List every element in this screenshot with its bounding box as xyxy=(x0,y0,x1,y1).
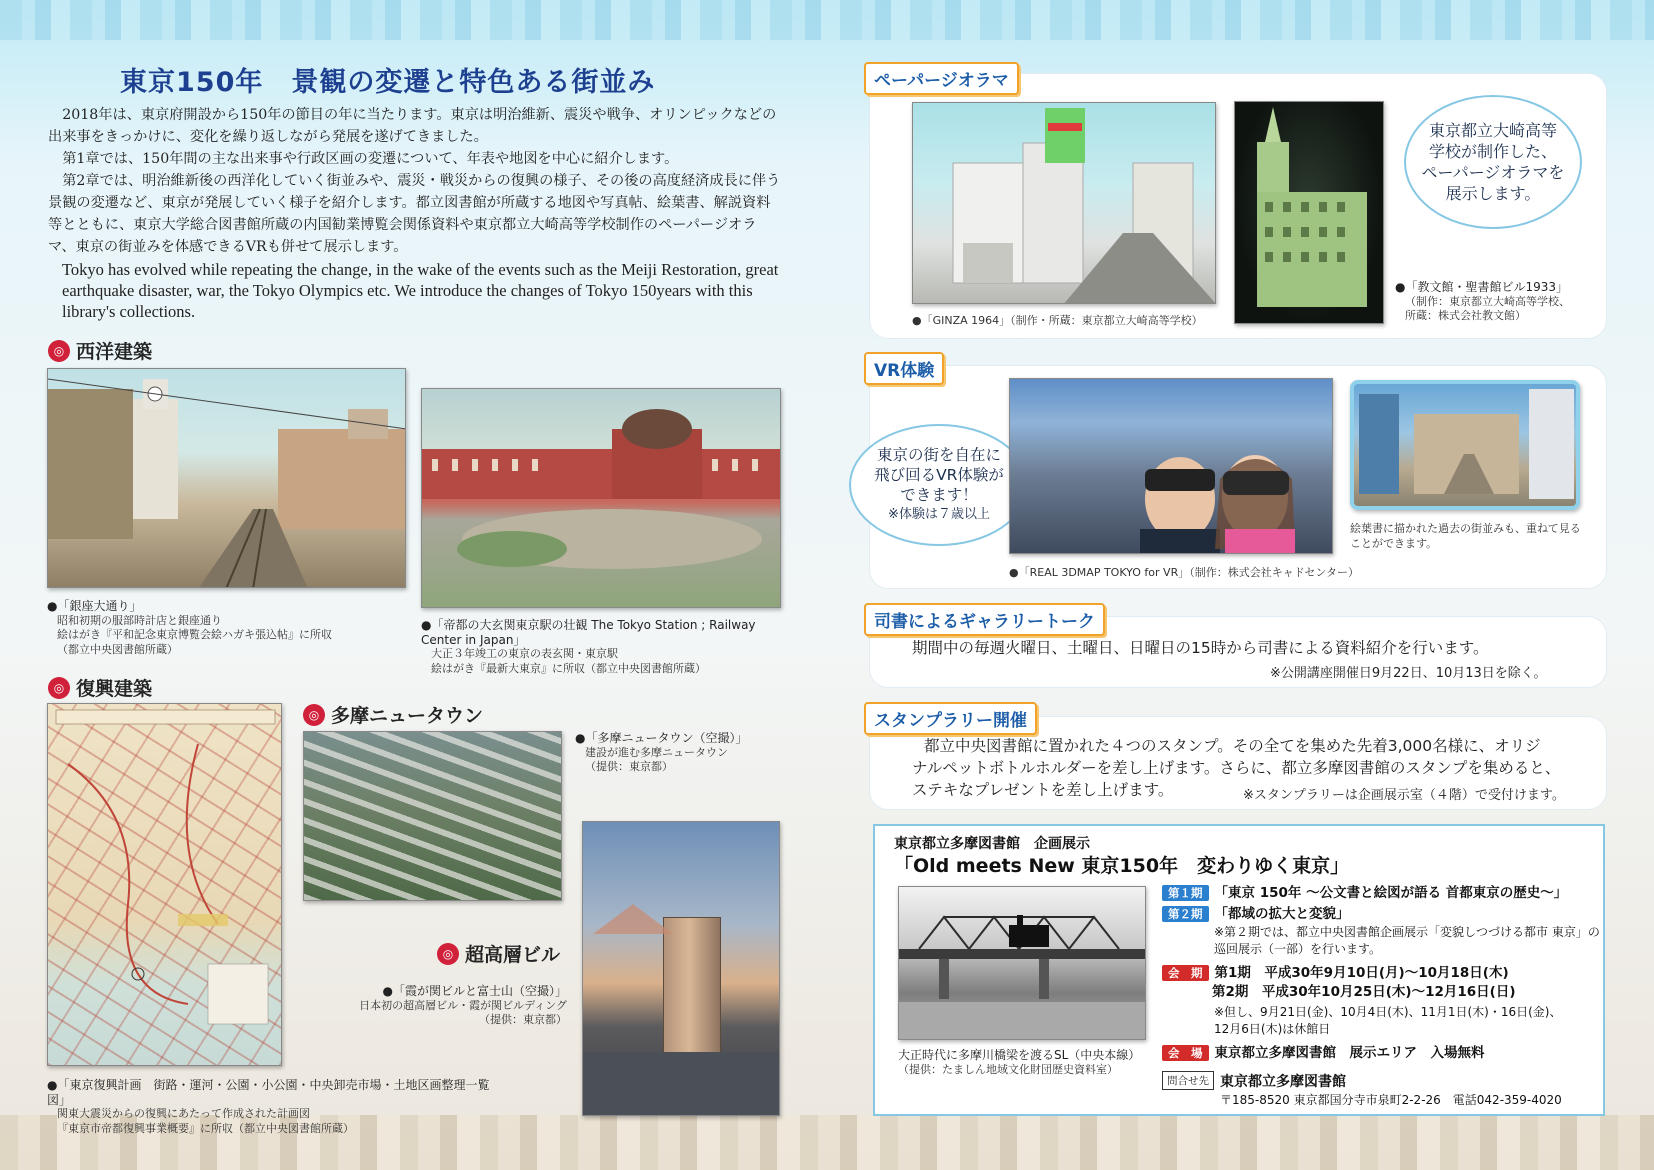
inquiry-name: 東京都立多摩図書館 xyxy=(1220,1074,1346,1090)
photo-sl-tamagawa-bridge xyxy=(898,886,1146,1040)
section-mark-icon: ◎ xyxy=(48,677,70,699)
event-organizer: 東京都立多摩図書館 企画展示 xyxy=(894,836,1090,852)
intro-text-en: Tokyo has evolved while repeating the change, in the wake of the events such as the Meiji Restoration, great earthquake disaster, war, the Tokyo Olympics etc. We introduce the changes of Tokyo 150years with this library's collections. xyxy=(62,260,779,321)
photo-ginza-1964-diorama xyxy=(912,102,1216,304)
speech-bubble-diorama: 東京都立大崎高等 学校が制作した、 ペーパージオラマを 展示します。 xyxy=(1404,95,1582,229)
vr-overlay-illustration xyxy=(1354,384,1576,506)
event-venue: 会 場 東京都立多摩図書館 展示エリア 入場無料 xyxy=(1162,1044,1602,1063)
photo-ginza-street xyxy=(47,368,406,588)
diorama-illustration xyxy=(913,103,1216,304)
vr-users-illustration xyxy=(1010,379,1333,554)
caption-sl: 大正時代に多摩川橋梁を渡るSL（中央本線） （提供：たましん地域文化財団歴史資料室） xyxy=(898,1048,1141,1076)
period1-theme: 第１期 「東京 150年 ～公文書と絵図が語る 首都東京の歴史～」 xyxy=(1162,884,1602,903)
sl-bridge-illustration xyxy=(899,887,1146,1040)
badge-period2: 第２期 xyxy=(1162,906,1209,922)
page-title: 東京150年 景観の変遷と特色ある街並み xyxy=(120,67,656,98)
intro-text-ja xyxy=(48,104,783,258)
photo-kasumigaseki-building xyxy=(582,821,780,1116)
caption-ginza-1964: ●「GINZA 1964」（制作・所蔵：東京都立大崎高等学校） xyxy=(912,314,1203,327)
photo-tokyo-station xyxy=(421,388,781,608)
intro-paragraph: 第2章では、明治維新後の西洋化していく街並みや、震災・戦災からの復興の様子、その後の高度経済成長に伴う景観の変遷など、東京が発展していく様子を紹介します。都立図書館が所蔵する地図や写真帖、絵葉書、解説資料等とともに、東京大学総合図書館所蔵の内国勧業博覧会関係資料や東京都立大崎高等学校制作のペーパージオラマ、東京の街並みを体感できるVRも併せて展示します。 xyxy=(48,173,781,255)
ginza-street-illustration xyxy=(48,369,406,588)
tag-gallery-talk: 司書によるギャラリートーク xyxy=(864,603,1105,636)
caption-revival-map: ●「東京復興計画 街路・運河・公園・小公園・中央卸売市場・土地区画整理一覧図」 関東大震災からの復興にあたって作成された計画図 『東京市帝都復興事業概要』に所収（都立中央図書館所蔵） xyxy=(47,1078,490,1135)
section-heading-tama xyxy=(303,701,483,728)
photo-tama-new-town xyxy=(303,731,562,901)
caption-tama: ●「多摩ニュータウン（空撮）」 建設が進む多摩ニュータウン （提供：東京都） xyxy=(575,731,748,773)
tag-vr: VR体験 xyxy=(864,352,944,385)
gallery-talk-body: 期間中の毎週火曜日、土曜日、日曜日の15時から司書による資料紹介を行います。 xyxy=(912,639,1489,657)
caption-ginza: ●「銀座大通り」 昭和初期の服部時計店と銀座通り 絵はがき『平和記念東京博覧会絵ハガキ張込帖』に所収 （都立中央図書館所蔵） xyxy=(47,599,332,656)
badge-period: 会 期 xyxy=(1162,965,1209,981)
section-mark-icon: ◎ xyxy=(48,340,70,362)
section-label: 超高層ビル xyxy=(465,944,561,966)
badge-venue: 会 場 xyxy=(1162,1045,1209,1061)
speech-bubble-vr: 東京の街を自在に 飛び回るVR体験が できます！ ※体験は７歳以上 xyxy=(849,424,1029,546)
tag-stamp-rally: スタンプラリー開催 xyxy=(864,702,1037,735)
caption-vr-side: 絵葉書に描かれた過去の街並みも、重ねて見る ことができます。 xyxy=(1350,522,1581,550)
section-heading-revival xyxy=(48,674,152,701)
kyobunkan-illustration xyxy=(1235,102,1384,324)
period2-note: ※第２期では、都立中央図書館企画展示「変貌しつづける都市 東京」の 巡回展示（一部）を行います。 xyxy=(1214,925,1600,956)
photo-vr-experience xyxy=(1009,378,1333,554)
caption-vr-main: ●「REAL 3DMAP TOKYO for VR」（制作：株式会社キャドセンター） xyxy=(1009,566,1359,579)
gallery-talk-note: ※公開講座開催日9月22日、10月13日を除く。 xyxy=(1270,666,1547,681)
event-details xyxy=(1162,884,1602,1108)
stamp-rally-body: 都立中央図書館に置かれた４つのスタンプ。その全てを集めた先着3,000名様に、オリジ ナルペットボトルホルダーを差し上げます。さらに、都立多摩図書館のスタンプを集めると、 ステキなプレゼントを差し上げます。 xyxy=(912,737,1561,799)
event-title: 「Old meets New 東京150年 変わりゆく東京」 xyxy=(894,855,1350,877)
caption-tokyo-station: ●「帝都の大玄関東京駅の壮観 The Tokyo Station ; Railway Center in Japan」 大正３年竣工の東京の表玄関・東京駅 絵はがき『最新大東京』に所収（都立中央図書館所蔵） xyxy=(421,618,756,675)
stamp-rally-note: ※スタンプラリーは企画展示室（４階）で受付けます。 xyxy=(1243,788,1565,803)
section-label: 多摩ニュータウン xyxy=(331,705,484,727)
background-skyline-top xyxy=(0,0,1654,40)
inquiry-address: 〒185-8520 東京都国分寺市泉町2-2-26 電話042-359-4020 xyxy=(1220,1093,1562,1107)
event-closed-days: ※但し、9月21日(金)、10月4日(木)、11月1日(木)・16日(金)、 12月6日(木)は休館日 xyxy=(1214,1005,1562,1036)
tokyo-station-illustration xyxy=(422,389,781,608)
badge-period1: 第１期 xyxy=(1162,885,1209,901)
section-heading-western xyxy=(48,337,152,364)
photo-kyobunkan-diorama xyxy=(1234,101,1384,324)
intro-paragraph: 第1章では、150年間の主な出来事や行政区画の変遷について、年表や地図を中心に紹介します。 xyxy=(62,151,679,167)
section-mark-icon: ◎ xyxy=(303,704,325,726)
mt-fuji-illustration xyxy=(583,822,780,1116)
section-mark-icon: ◎ xyxy=(437,943,459,965)
event-inquiry xyxy=(1162,1071,1602,1108)
section-heading-skyscraper xyxy=(437,940,560,967)
section-label: 復興建築 xyxy=(76,678,153,700)
tag-paper-diorama: ペーパージオラマ xyxy=(864,62,1019,95)
caption-kyobunkan: ●「教文館・聖書館ビル1933」 （制作：東京都立大崎高等学校、 所蔵：株式会社教文館） xyxy=(1395,280,1570,322)
photo-vr-overlay xyxy=(1350,380,1580,510)
caption-kasumigaseki: ●「霞が関ビルと富士山（空撮）」 日本初の超高層ビル・霞が関ビルディング （提供：東京都） xyxy=(359,984,567,1026)
photo-revival-map xyxy=(47,703,282,1066)
inquiry-label: 問合せ先 xyxy=(1162,1071,1214,1090)
period2-theme: 第２期 「都域の拡大と変貌」 xyxy=(1162,905,1602,924)
event-period: 会 期 第1期 平成30年9月10日(月)～10月18日(木) xyxy=(1162,964,1602,983)
section-label: 西洋建築 xyxy=(76,341,153,363)
intro-paragraph: 2018年は、東京府開設から150年の節目の年に当たります。東京は明治維新、震災や戦争、オリンピックなどの出来事をきっかけに、変化を繰り返しながら発展を遂げてきました。 xyxy=(48,107,777,145)
revival-map-illustration xyxy=(48,704,282,1066)
event-period2: 第2期 平成30年10月25日(木)～12月16日(日) xyxy=(1212,984,1516,1000)
